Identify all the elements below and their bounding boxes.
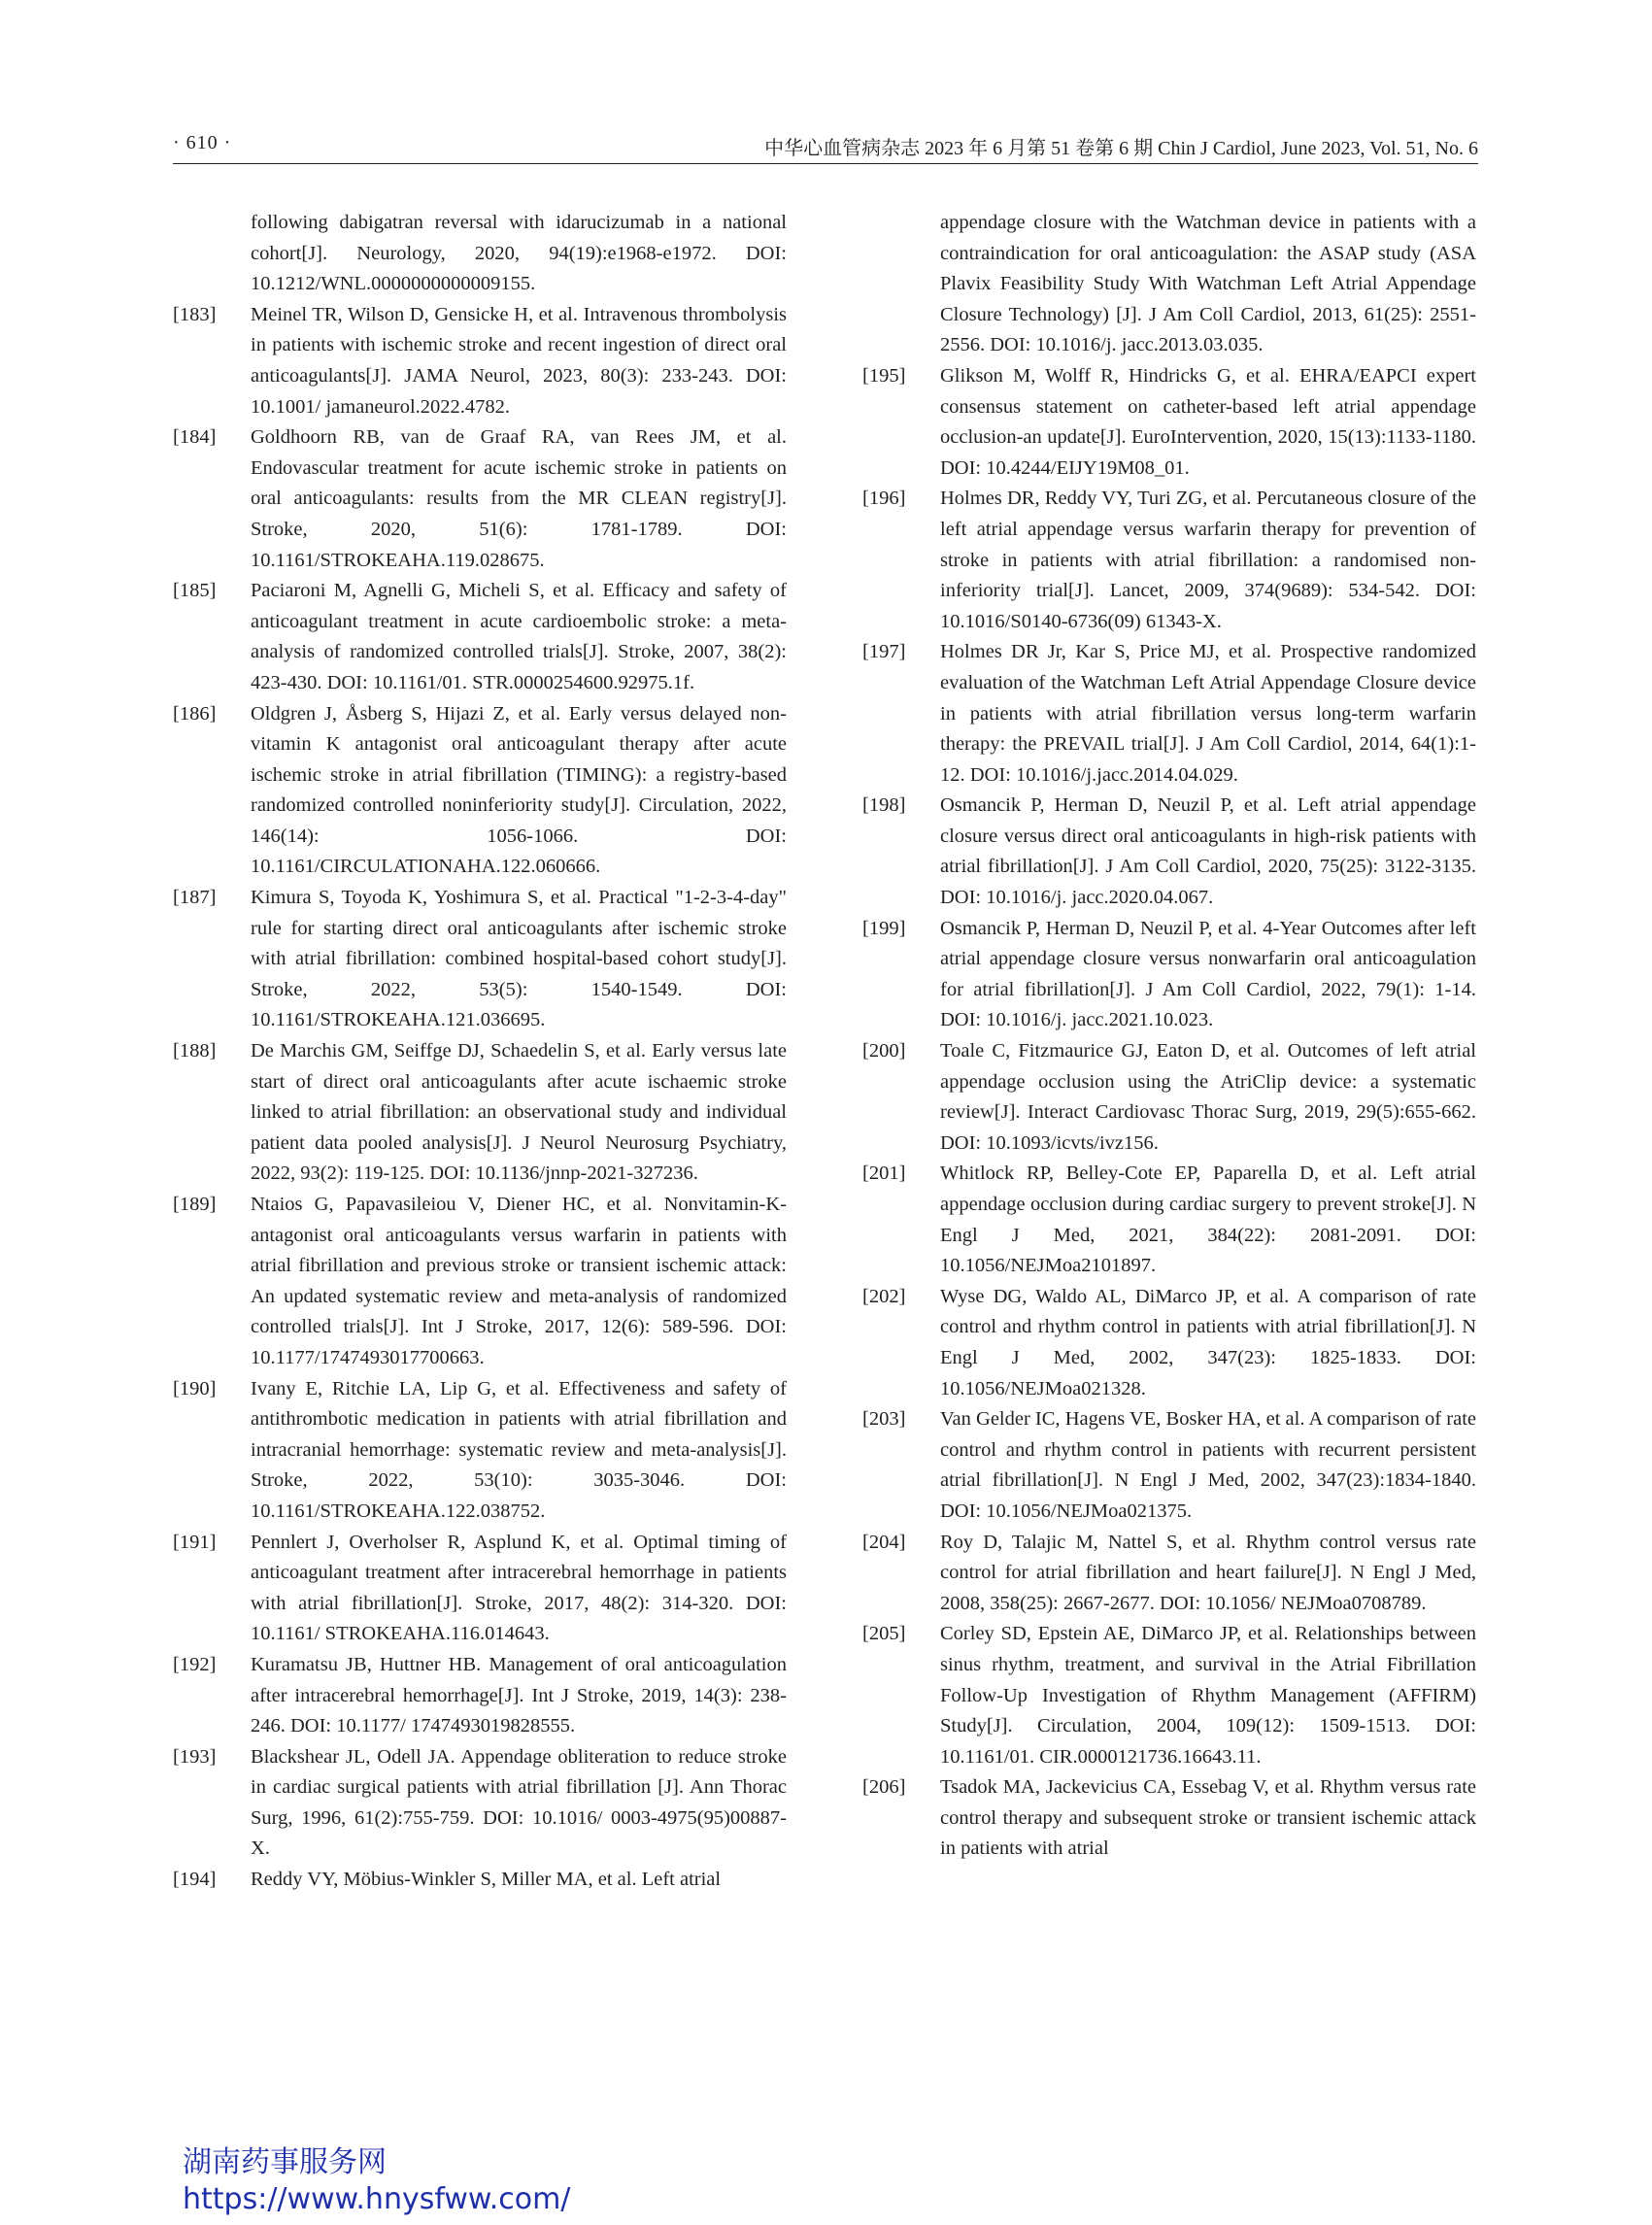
reference-number: [202]: [862, 1285, 906, 1307]
page-number: · 610 ·: [173, 132, 232, 153]
reference-item: [862, 1619, 1476, 1772]
reference-number: [183]: [173, 303, 217, 325]
reference-text: Holmes DR Jr, Kar S, Price MJ, et al. Prospective randomized evaluation of the Watchman Left Atrial Appendage Closure device in patients with atrial fibrillation versus long-term warfarin therapy: the PREVAIL trial[J]. J Am Coll Cardiol, 2014, 64(1):1-12. DOI: 10.1016/j.jacc.2014.04.029.: [940, 641, 1476, 786]
references-right-column: [862, 208, 1476, 1865]
references-left-column: [173, 208, 787, 1896]
reference-item: [173, 1374, 787, 1528]
reference-text: Wyse DG, Waldo AL, DiMarco JP, et al. A comparison of rate control and rhythm control in patients with atrial fibrillation[J]. N Engl J Med, 2002, 347(23): 1825-1833. DOI: 10.1056/NEJMoa021328.: [940, 1285, 1476, 1399]
reference-number: [195]: [862, 364, 906, 387]
reference-text: Corley SD, Epstein AE, DiMarco JP, et al. Relationships between sinus rhythm, treatment, and survival in the Atrial Fibrillation Follow-Up Investigation of Rhythm Management (AFFIRM) Study[J]. Circulation, 2004, 109(12): 1509-1513. DOI: 10.1161/01. CIR.0000121736.16643.11.: [940, 1623, 1476, 1768]
page-header: [173, 130, 1478, 164]
reference-number: [200]: [862, 1040, 906, 1062]
reference-text: Holmes DR, Reddy VY, Turi ZG, et al. Percutaneous closure of the left atrial appendage versus warfarin therapy for prevention of stroke in patients with atrial fibrillation: a randomised non-inferiority trial[J]. Lancet, 2009, 374(9689): 534-542. DOI: 10.1016/S0140-6736(09) 61343-X.: [940, 488, 1476, 632]
reference-item: [862, 914, 1476, 1036]
reference-item: [862, 208, 1476, 361]
reference-item: [862, 1404, 1476, 1527]
watermark: [183, 2144, 570, 2218]
reference-number: [185]: [173, 580, 217, 602]
reference-item: [862, 1159, 1476, 1281]
reference-number: [203]: [862, 1408, 906, 1431]
reference-number: [194]: [173, 1869, 217, 1891]
watermark-url[interactable]: https://www.hnysfww.com/: [183, 2182, 571, 2216]
reference-number: [190]: [173, 1377, 217, 1399]
reference-text: Pennlert J, Overholser R, Asplund K, et al. Optimal timing of anticoagulant treatment after intracerebral hemorrhage in patients with atrial fibrillation[J]. Stroke, 2017, 48(2): 314-320. DOI: 10.1161/ STROKEAHA.116.014643.: [251, 1531, 787, 1645]
reference-item: [862, 361, 1476, 484]
reference-item: [862, 1772, 1476, 1865]
reference-number: [191]: [173, 1531, 217, 1553]
reference-item: [862, 1528, 1476, 1620]
reference-item: [862, 1282, 1476, 1404]
reference-item: [862, 637, 1476, 791]
reference-number: [199]: [862, 917, 906, 939]
watermark-name: 湖南药事服务网: [183, 2145, 387, 2179]
reference-number: [193]: [173, 1745, 217, 1768]
reference-number: [186]: [173, 702, 217, 725]
reference-item: [173, 1528, 787, 1650]
reference-text: Meinel TR, Wilson D, Gensicke H, et al. Intravenous thrombolysis in patients with ischemic stroke and recent ingestion of direct oral anticoagulants[J]. JAMA Neurol, 2023, 80(3): 233-243. DOI: 10.1001/ jamaneurol.2022.4782.: [251, 303, 787, 418]
reference-number: [192]: [173, 1653, 217, 1675]
reference-number: [205]: [862, 1623, 906, 1645]
reference-text: appendage closure with the Watchman device in patients with a contraindication for oral anticoagulation: the ASAP study (ASA Plavix Feasibility Study With Watchman Left Atrial Appendage Closure Technology) [J]. J Am Coll Cardiol, 2013, 61(25): 2551-2556. DOI: 10.1016/j. jacc.2013.03.035.: [940, 212, 1476, 356]
reference-number: [187]: [173, 887, 217, 909]
reference-text: Toale C, Fitzmaurice GJ, Eaton D, et al. Outcomes of left atrial appendage occlusion using the AtriClip device: a systematic review[J]. Interact Cardiovasc Thorac Surg, 2019, 29(5):655-662. DOI: 10.1093/icvts/ivz156.: [940, 1040, 1476, 1154]
reference-text: Whitlock RP, Belley-Cote EP, Paparella D, et al. Left atrial appendage occlusion during cardiac surgery to prevent stroke[J]. N Engl J Med, 2021, 384(22): 2081-2091. DOI: 10.1056/NEJMoa2101897.: [940, 1163, 1476, 1277]
reference-number: [197]: [862, 641, 906, 663]
reference-number: [189]: [173, 1194, 217, 1215]
reference-text: Blackshear JL, Odell JA. Appendage obliteration to reduce stroke in cardiac surgical patients with atrial fibrillation [J]. Ann Thorac Surg, 1996, 61(2):755-759. DOI: 10.1016/ 0003-4975(95)00887-X.: [251, 1745, 787, 1860]
reference-item: [862, 484, 1476, 637]
reference-text: Osmancik P, Herman D, Neuzil P, et al. Left atrial appendage closure versus direct oral anticoagulants in high-risk patients with atrial fibrillation[J]. J Am Coll Cardiol, 2020, 75(25): 3122-3135. DOI: 10.1016/j. jacc.2020.04.067.: [940, 794, 1476, 909]
reference-text: Glikson M, Wolff R, Hindricks G, et al. EHRA/EAPCI expert consensus statement on catheter-based left atrial appendage occlusion-an update[J]. EuroIntervention, 2020, 15(13):1133-1180. DOI: 10.4244/EIJY19M08_01.: [940, 364, 1476, 479]
reference-number: [184]: [173, 426, 217, 449]
reference-number: [198]: [862, 794, 906, 817]
reference-text: Tsadok MA, Jackevicius CA, Essebag V, et al. Rhythm versus rate control therapy and subsequent stroke or transient ischemic attack in patients with atrial: [940, 1776, 1476, 1860]
reference-item: [862, 1036, 1476, 1159]
reference-text: Goldhoorn RB, van de Graaf RA, van Rees JM, et al. Endovascular treatment for acute ischemic stroke in patients on oral anticoagulants: results from the MR CLEAN registry[J]. Stroke, 2020, 51(6): 1781-1789. DOI: 10.1161/STROKEAHA.119.028675.: [251, 426, 787, 571]
reference-text: Oldgren J, Åsberg S, Hijazi Z, et al. Early versus delayed non-vitamin K antagonist oral anticoagulant therapy after acute ischemic stroke in atrial fibrillation (TIMING): a registry-based randomized controlled noninferiority study[J]. Circulation, 2022, 146(14): 1056-1066. DOI: 10.1161/CIRCULATIONAHA.122.060666.: [251, 702, 787, 878]
reference-number: [196]: [862, 488, 906, 510]
reference-item: [173, 208, 787, 300]
reference-number: [206]: [862, 1776, 906, 1799]
reference-text: following dabigatran reversal with idarucizumab in a national cohort[J]. Neurology, 2020, 94(19):e1968-e1972. DOI: 10.1212/WNL.0000000000009155.: [251, 212, 787, 295]
reference-item: [173, 1036, 787, 1190]
reference-text: Kimura S, Toyoda K, Yoshimura S, et al. Practical "1-2-3-4-day" rule for starting direct oral anticoagulants after ischemic stroke with atrial fibrillation: combined hospital-based cohort study[J]. Stroke, 2022, 53(5): 1540-1549. DOI: 10.1161/STROKEAHA.121.036695.: [251, 887, 787, 1031]
reference-item: [173, 576, 787, 698]
reference-text: Osmancik P, Herman D, Neuzil P, et al. 4-Year Outcomes after left atrial appendage closure versus nonwarfarin oral anticoagulation for atrial fibrillation[J]. J Am Coll Cardiol, 2022, 79(1): 1-14. DOI: 10.1016/j. jacc.2021.10.023.: [940, 917, 1476, 1031]
reference-item: [862, 791, 1476, 913]
reference-text: Van Gelder IC, Hagens VE, Bosker HA, et al. A comparison of rate control and rhythm control in patients with recurrent persistent atrial fibrillation[J]. N Engl J Med, 2002, 347(23):1834-1840. DOI: 10.1056/NEJMoa021375.: [940, 1408, 1476, 1522]
reference-number: [188]: [173, 1040, 217, 1062]
reference-item: [173, 1190, 787, 1374]
reference-text: Kuramatsu JB, Huttner HB. Management of oral anticoagulation after intracerebral hemorrhage[J]. Int J Stroke, 2019, 14(3): 238-246. DOI: 10.1177/ 1747493019828555.: [251, 1653, 787, 1737]
reference-item: [173, 1865, 787, 1896]
reference-item: [173, 300, 787, 422]
reference-item: [173, 1742, 787, 1865]
reference-text: Roy D, Talajic M, Nattel S, et al. Rhythm control versus rate control for atrial fibrillation and heart failure[J]. N Engl J Med, 2008, 358(25): 2667-2677. DOI: 10.1056/ NEJMoa0708789.: [940, 1531, 1476, 1614]
reference-text: Paciaroni M, Agnelli G, Micheli S, et al. Efficacy and safety of anticoagulant treatment in acute cardioembolic stroke: a meta-analysis of randomized controlled trials[J]. Stroke, 2007, 38(2): 423-430. DOI: 10.1161/01. STR.0000254600.92975.1f.: [251, 580, 787, 693]
journal-info: 中华心血管病杂志 2023 年 6 月第 51 卷第 6 期 Chin J Cardiol, June 2023, Vol. 51, No. 6: [764, 138, 1478, 159]
reference-number: [201]: [862, 1163, 906, 1185]
reference-item: [173, 1650, 787, 1742]
reference-text: Ivany E, Ritchie LA, Lip G, et al. Effectiveness and safety of antithrombotic medication in patients with atrial fibrillation and intracranial hemorrhage: systematic review and meta-analysis[J]. Stroke, 2022, 53(10): 3035-3046. DOI: 10.1161/STROKEAHA.122.038752.: [251, 1377, 787, 1522]
reference-item: [173, 699, 787, 884]
reference-number: [204]: [862, 1531, 906, 1553]
reference-item: [173, 422, 787, 576]
reference-text: De Marchis GM, Seiffge DJ, Schaedelin S, et al. Early versus late start of direct oral anticoagulants after acute ischaemic stroke linked to atrial fibrillation: an observational study and individual patient data pooled analysis[J]. J Neurol Neurosurg Psychiatry, 2022, 93(2): 119-125. DOI: 10.1136/jnnp-2021-327236.: [251, 1040, 787, 1185]
reference-text: Ntaios G, Papavasileiou V, Diener HC, et al. Nonvitamin‑K-antagonist oral anticoagulants versus warfarin in patients with atrial fibrillation and previous stroke or transient ischemic attack: An updated systematic review and meta-analysis of randomized controlled trials[J]. Int J Stroke, 2017, 12(6): 589-596. DOI: 10.1177/1747493017700663.: [251, 1194, 787, 1368]
reference-text: Reddy VY, Möbius-Winkler S, Miller MA, et al. Left atrial: [251, 1869, 722, 1891]
reference-item: [173, 883, 787, 1036]
